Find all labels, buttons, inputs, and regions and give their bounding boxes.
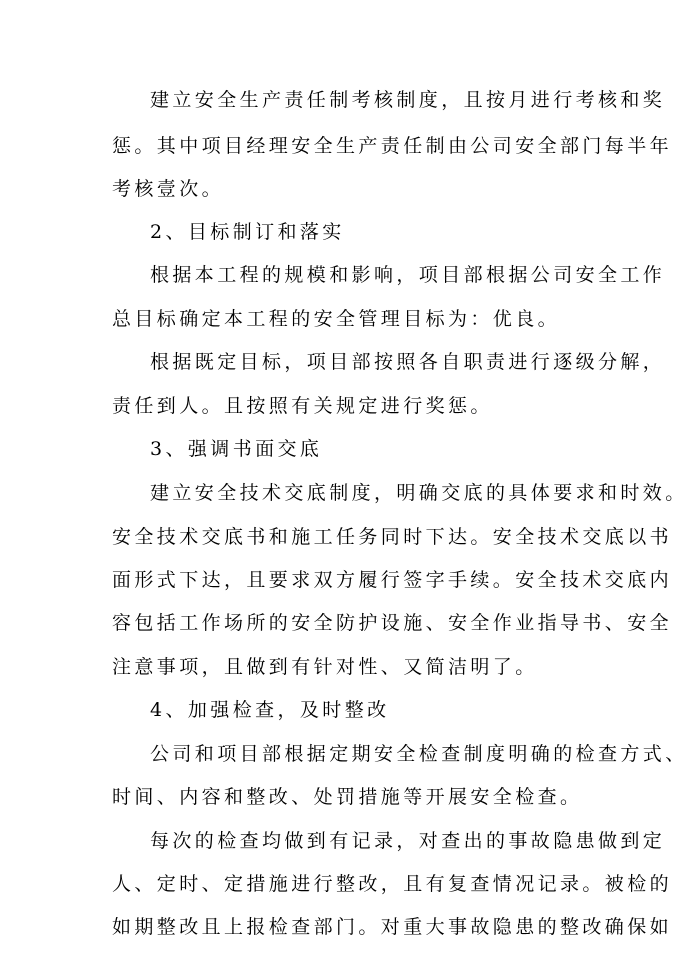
text-line: 惩。其中项目经理安全生产责任制由公司安全部门每半年 <box>112 135 673 157</box>
text-line: 时间、内容和整改、处罚措施等开展安全检查。 <box>112 786 583 808</box>
text-line: 根据本工程的规模和影响，项目部根据公司安全工作 <box>150 264 666 286</box>
text-line: 建立安全技术交底制度，明确交底的具体要求和时效。 <box>150 482 688 504</box>
text-line: 每次的检查均做到有记录，对查出的事故隐患做到定 <box>150 830 666 852</box>
text-line: 人、定时、定措施进行整改，且有复查情况记录。被检的 <box>112 873 673 895</box>
text-line: 根据既定目标，项目部按照各自职责进行逐级分解， <box>150 351 666 373</box>
text-line: 建立安全生产责任制考核制度，且按月进行考核和奖 <box>150 89 666 111</box>
text-line: 如期整改且上报检查部门。对重大事故隐患的整改确保如 <box>112 916 673 938</box>
text-line: 责任到人。且按照有关规定进行奖惩。 <box>112 395 493 417</box>
text-line: 总目标确定本工程的安全管理目标为：优良。 <box>112 308 561 330</box>
section-heading: 4、加强检查，及时整改 <box>150 699 390 721</box>
text-line: 公司和项目部根据定期安全检查制度明确的检查方式、 <box>150 743 688 765</box>
text-line: 容包括工作场所的安全防护设施、安全作业指导书、安全 <box>112 612 673 634</box>
text-line: 面形式下达，且要求双方履行签字手续。安全技术交底内 <box>112 569 673 591</box>
text-line: 考核壹次。 <box>112 178 225 200</box>
text-line: 注意事项，且做到有针对性、又简洁明了。 <box>112 656 538 678</box>
text-line: 安全技术交底书和施工任务同时下达。安全技术交底以书 <box>112 526 673 548</box>
section-heading: 3、强调书面交底 <box>150 438 323 460</box>
section-heading: 2、目标制订和落实 <box>150 221 345 243</box>
